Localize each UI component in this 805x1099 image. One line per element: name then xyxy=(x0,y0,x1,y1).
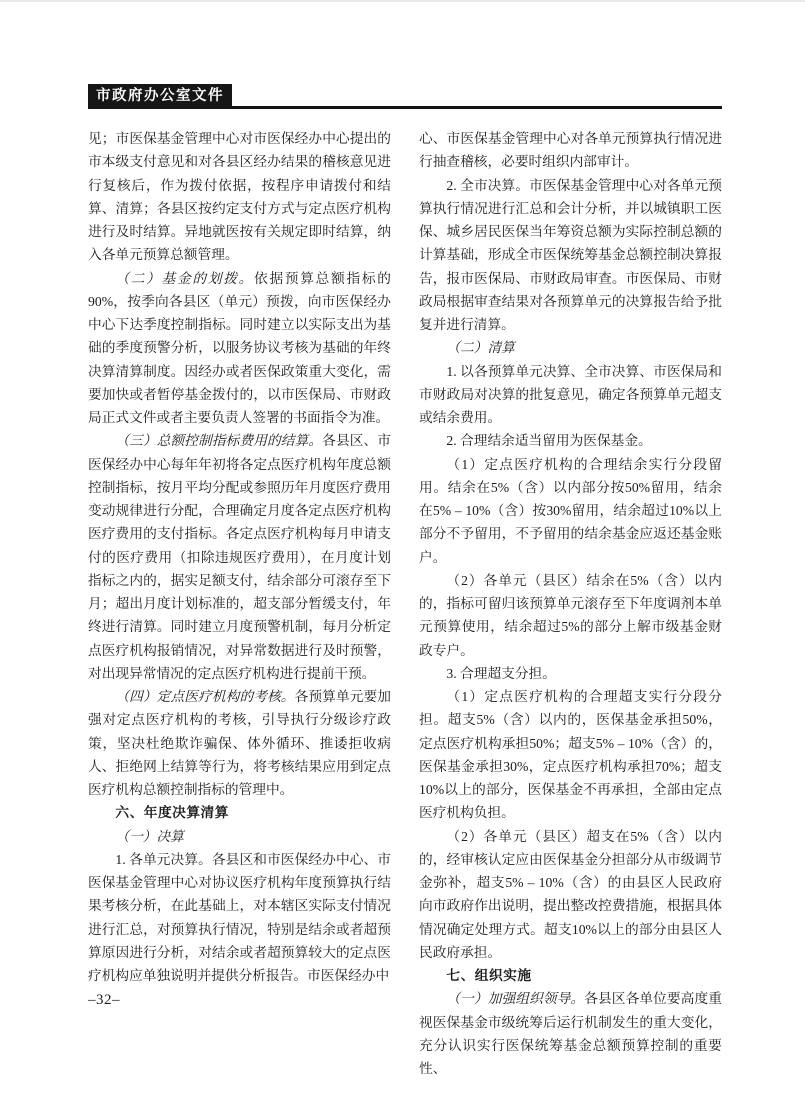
page-number: –32– xyxy=(88,992,120,1008)
paragraph-lead: （四）定点医疗机构的考核。 xyxy=(115,689,295,704)
section-heading: 六、年度决算清算 xyxy=(115,805,229,821)
paragraph: 心、市医保基金管理中心对各单元预算执行情况进行抽查稽核，必要时组织内部审计。 xyxy=(419,131,722,170)
paragraph: 3. 合理超支分担。 xyxy=(446,665,556,681)
paragraph: 1. 以各预算单元决算、全市决算、市医保局和市财政局对决算的批复意见，确定各预算单元超支或结余费用。 xyxy=(419,363,722,425)
text-column-left xyxy=(88,127,391,1080)
paragraph: （2）各单元（县区）结余在5%（含）以内的，指标可留归该预算单元滚存至下年度调剂本单元预算使用，结余超过5%的部分上解市级基金财政专户。 xyxy=(419,572,722,658)
paragraph: 2. 合理结余适当留用为医保基金。 xyxy=(446,433,652,449)
paragraph-text: 各县区、市医保经办中心每年年初将各定点医疗机构年度总额控制指标，按月平均分配或参照历年月度医疗费用变动规律进行分配，合理确定月度各定点医疗机构医疗费用的支付指标。各定点医疗机构每月申请支付的医疗费用（扣除违规医疗费用），在月度计划指标之内的，据实足额支付，结余部分可滚存至下月；超出月度计划标准的，超支部分暂缓支付，年终进行清算。同时建立月度预警机制，每月分析定点医疗机构报销情况，对异常数据进行及时预警，对出现异常情况的定点医疗机构进行提前干预。 xyxy=(88,433,391,681)
paragraph-text: 各预算单元要加强对定点医疗机构的考核，引导执行分级诊疗政策，坚决杜绝欺诈骗保、体外循环、推诿拒收病人、拒绝网上结算等行为，将考核结果应用到定点医疗机构总额控制指标的管理中。 xyxy=(88,689,391,797)
paragraph xyxy=(419,987,722,1080)
document-header xyxy=(88,84,722,109)
header-title: 市政府办公室文件 xyxy=(88,84,232,109)
paragraph-lead: （三）总额控制指标费用的结算。 xyxy=(115,433,323,449)
paragraph: 2. 全市决算。市医保基金管理中心对各单元预算执行情况进行汇总和会计分析，并以城镇职工医保、城乡居民医保当年筹资总额为实际控制总额的计算基础，形成全市医保统筹基金总额控制决算报告，报市医保局、市财政局审查。市医保局、市财政局根据审查结果对各预算单元的决算报告给予批复并进行清算。 xyxy=(419,177,722,332)
paragraph: 见；市医保基金管理中心对市医保经办中心提出的市本级支付意见和对各县区经办结果的稽核意见进行复核后，作为拨付依据，按程序申请拨付和结算、清算；各县区按约定支付方式与定点医疗机构进行及时结算。异地就医按有关规定即时结算，纳入各单元预算总额管理。 xyxy=(88,131,391,263)
subsection-heading: （一）决算 xyxy=(115,828,184,844)
paragraph-text: 各县区各单位要高度重视医保基金市级统筹后运行机制发生的重大变化，充分认识实行医保统筹基金总额预算控制的重要性、 xyxy=(419,991,722,1076)
scan-edge-artifact xyxy=(0,0,805,2)
paragraph-lead: （一）加强组织领导。 xyxy=(446,991,585,1007)
section-heading: 七、组织实施 xyxy=(446,968,532,983)
document-body xyxy=(88,127,722,1080)
text-column-right xyxy=(419,127,722,1080)
paragraph xyxy=(88,267,391,430)
paragraph-lead: （二）基金的划拨。 xyxy=(115,270,255,286)
paragraph xyxy=(88,429,391,685)
paragraph xyxy=(88,685,391,801)
paragraph: （2）各单元（县区）超支在5%（含）以内的，经审核认定应由医保基金分担部分从市级调节金弥补，超支5% – 10%（含）的由县区人民政府向市政府作出说明，提出整改控费措施，根据具体情况确定处理方式。超支10%以上的部分由县区人民政府承担。 xyxy=(419,828,722,960)
paragraph: （1）定点医疗机构的合理结余实行分段留用。结余在5%（含）以内部分按50%留用，结余在5% – 10%（含）按30%留用，结余超过10%以上部分不予留用，不予留用的结余基金应返还基金账户。 xyxy=(419,456,722,565)
paragraph-text: 依据预算总额指标的90%，按季向各县区（单元）预拨，向市医保经办中心下达季度控制指标。同时建立以实际支出为基础的季度预警分析，以服务协议考核为基础的年终决算清算制度。因经办或者医保政策重大变化，需要加快或者暂停基金拨付的，以市医保局、市财政局正式文件或者主要负责人签署的书面指令为准。 xyxy=(88,270,391,425)
paragraph: （1）定点医疗机构的合理超支实行分段分担。超支5%（含）以内的，医保基金承担50%，定点医疗机构承担50%；超支5% – 10%（含）的，医保基金承担30%，定点医疗机构承担70%；超支10%以上的部分，医保基金不再承担，全部由定点医疗机构负担。 xyxy=(419,689,722,821)
paragraph: 1. 各单元决算。各县区和市医保经办中心、市医保基金管理中心对协议医疗机构年度预算执行结果考核分析，在此基础上，对本辖区实际支付情况进行汇总，对预算执行情况，特别是结余或者超预算原因进行分析，对结余或者超预算较大的定点医疗机构应单独说明并提供分析报告。市医保经办中 xyxy=(88,851,391,983)
subsection-heading: （二）清算 xyxy=(446,340,515,356)
